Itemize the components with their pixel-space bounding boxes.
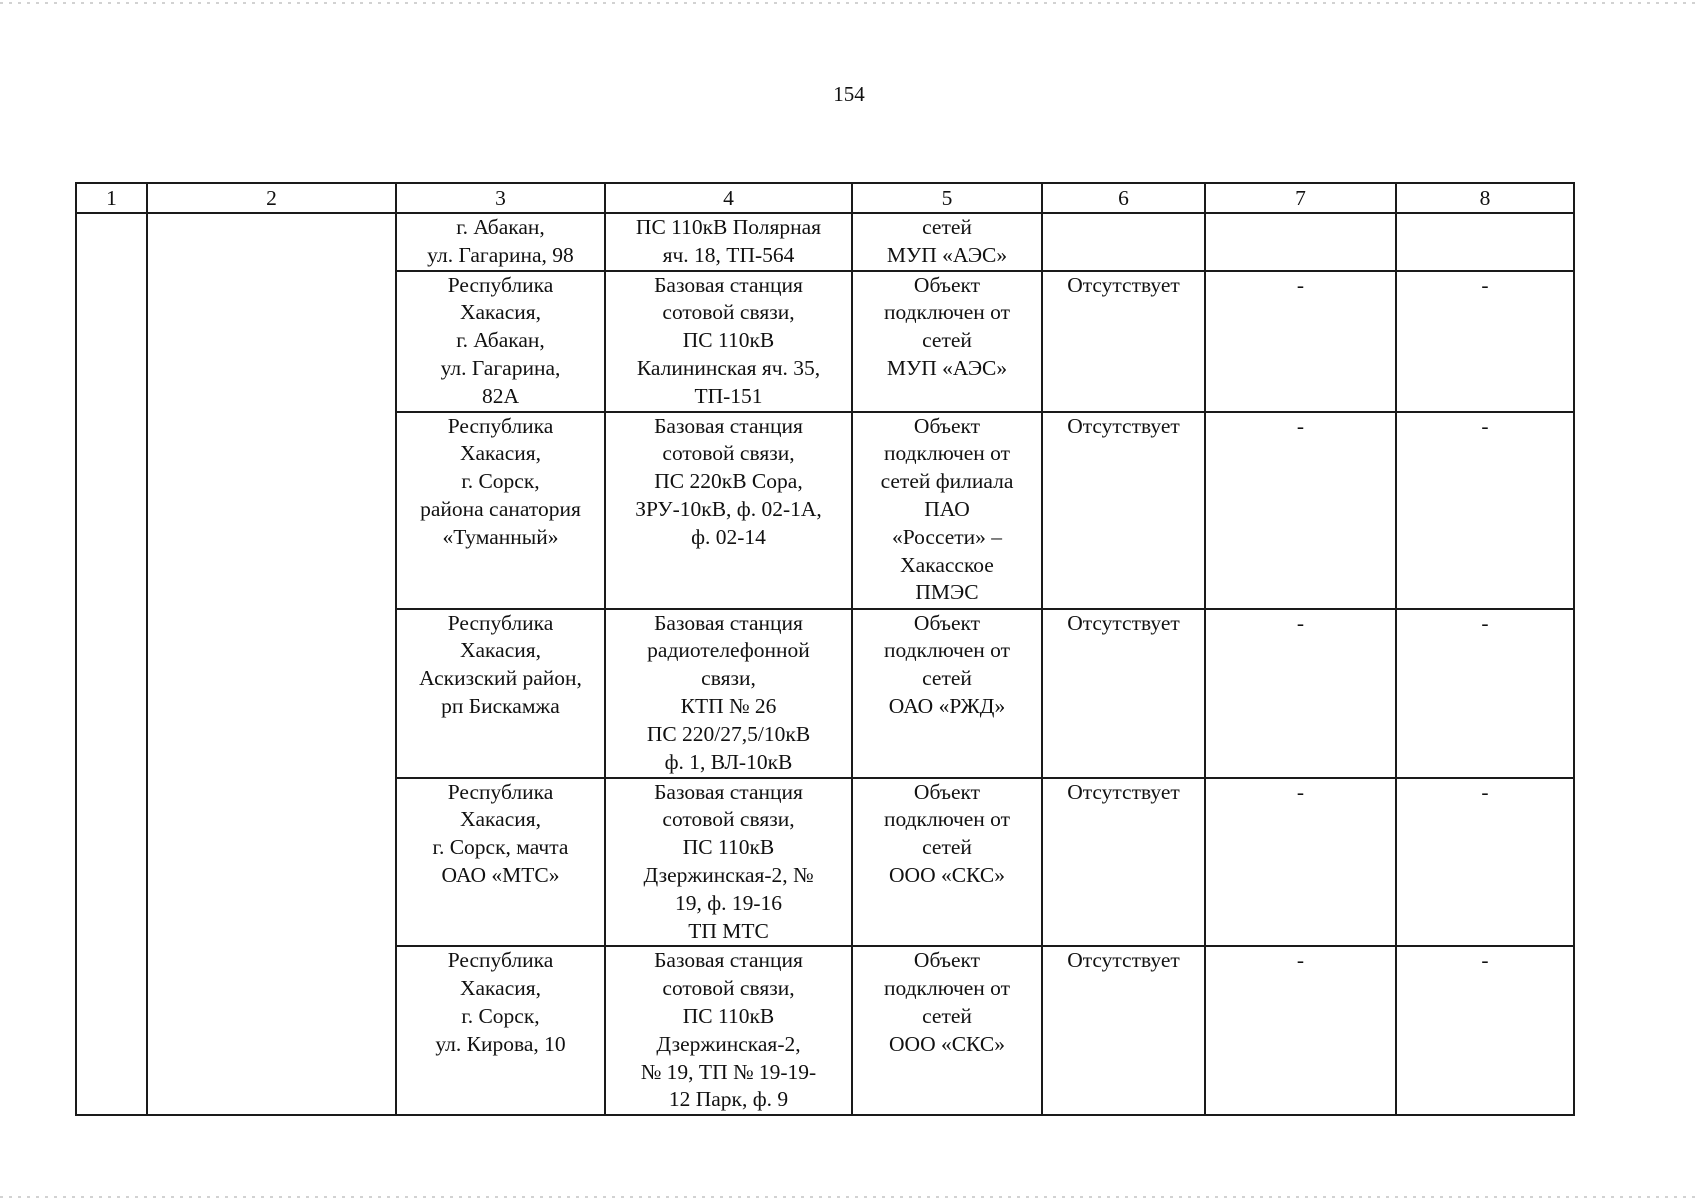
address-text: Республика Хакасия, г. Сорск, района санатория «Туманный» [420,413,581,549]
status-cell [1042,412,1205,609]
col7-cell [1205,271,1396,412]
column-header-4: 4 [605,183,852,213]
address-text: Республика Хакасия, г. Абакан, ул. Гагарина, 82А [440,272,561,408]
column-header-3: 3 [396,183,605,213]
column-header-7: 7 [1205,183,1396,213]
connection-point-text: ПС 110кВ Полярная яч. 18, ТП-564 [635,215,822,267]
col7-cell [1205,946,1396,1115]
col7-cell [1205,213,1396,271]
col8-text: - [1481,610,1489,635]
address-cell [396,213,605,271]
page-number: 154 [833,82,865,106]
col8-cell [1396,271,1574,412]
connection-point-text: Базовая станция сотовой связи, ПС 110кВ Дзержинская-2, № 19, ф. 19-16 ТП МТС [643,779,814,943]
status-text: Отсутствует [1067,413,1180,438]
col7-text: - [1296,272,1305,297]
connection-point-text: Базовая станция сотовой связи, ПС 220кВ Сора, ЗРУ-10кВ, ф. 02-1А, ф. 02-14 [635,413,822,549]
connection-point-cell [605,271,852,412]
col8-cell [1396,412,1574,609]
status-text: Отсутствует [1067,272,1180,297]
col8-text: - [1481,779,1489,804]
column-header-8: 8 [1396,183,1574,213]
col7-text: - [1296,779,1305,804]
network-owner-text: Объект подключен от сетей филиала ПАО «Россети» – Хакасское ПМЭС [880,413,1014,605]
column-header-1: 1 [76,183,147,213]
status-cell [1042,778,1205,947]
status-text: Отсутствует [1067,948,1180,973]
address-text: г. Абакан, ул. Гагарина, 98 [427,215,574,267]
merged-cell-col1 [76,213,147,1115]
address-cell [396,946,605,1115]
col8-text: - [1481,948,1489,973]
address-text: Республика Хакасия, г. Сорск, мачта ОАО «МТС» [432,779,569,887]
column-header-2: 2 [147,183,396,213]
status-text: Отсутствует [1067,610,1180,635]
status-cell [1042,213,1205,271]
status-cell [1042,271,1205,412]
status-text: Отсутствует [1067,779,1180,804]
status-cell [1042,946,1205,1115]
registry-table [75,182,1575,1116]
connection-point-text: Базовая станция сотовой связи, ПС 110кВ Дзержинская-2, № 19, ТП № 19-19- 12 Парк, ф. 9 [640,948,817,1112]
network-owner-cell [852,412,1042,609]
column-header-6: 6 [1042,183,1205,213]
address-cell [396,609,605,778]
col8-text: - [1481,413,1489,438]
network-owner-text: Объект подключен от сетей ОАО «РЖД» [883,610,1011,718]
column-header-5: 5 [852,183,1042,213]
col8-cell [1396,946,1574,1115]
network-owner-cell [852,946,1042,1115]
network-owner-cell [852,213,1042,271]
scan-edge-bottom [0,1196,1698,1198]
network-owner-text: Объект подключен от сетей ООО «СКС» [883,948,1011,1056]
col8-text: - [1481,272,1489,297]
col7-text: - [1296,413,1305,438]
connection-point-cell [605,213,852,271]
col8-cell [1396,778,1574,947]
network-owner-text: Объект подключен от сетей ООО «СКС» [883,779,1011,887]
col8-cell [1396,213,1574,271]
col7-cell [1205,778,1396,947]
connection-point-cell [605,412,852,609]
col7-cell [1205,412,1396,609]
address-cell [396,778,605,947]
connection-point-cell [605,946,852,1115]
address-cell [396,271,605,412]
address-text: Республика Хакасия, Аскизский район, рп Бискамжа [419,610,582,718]
connection-point-cell [605,778,852,947]
column-number-row [76,183,1574,213]
merged-cell-col2 [147,213,396,1115]
network-owner-cell [852,778,1042,947]
network-owner-text: Объект подключен от сетей МУП «АЭС» [883,272,1011,380]
col7-text: - [1296,948,1305,973]
network-owner-cell [852,271,1042,412]
connection-point-text: Базовая станция сотовой связи, ПС 110кВ Калининская яч. 35, ТП-151 [636,272,821,408]
connection-point-text: Базовая станция радиотелефонной связи, КТП № 26 ПС 220/27,5/10кВ ф. 1, ВЛ-10кВ [646,610,811,774]
address-cell [396,412,605,609]
network-owner-text: сетей МУП «АЭС» [886,215,1008,267]
col7-cell [1205,609,1396,778]
connection-point-cell [605,609,852,778]
status-cell [1042,609,1205,778]
col8-cell [1396,609,1574,778]
col7-text: - [1296,610,1305,635]
network-owner-cell [852,609,1042,778]
address-text: Республика Хакасия, г. Сорск, ул. Кирова, 10 [435,948,566,1056]
table-row [76,213,1574,271]
scan-edge-top [0,2,1698,4]
